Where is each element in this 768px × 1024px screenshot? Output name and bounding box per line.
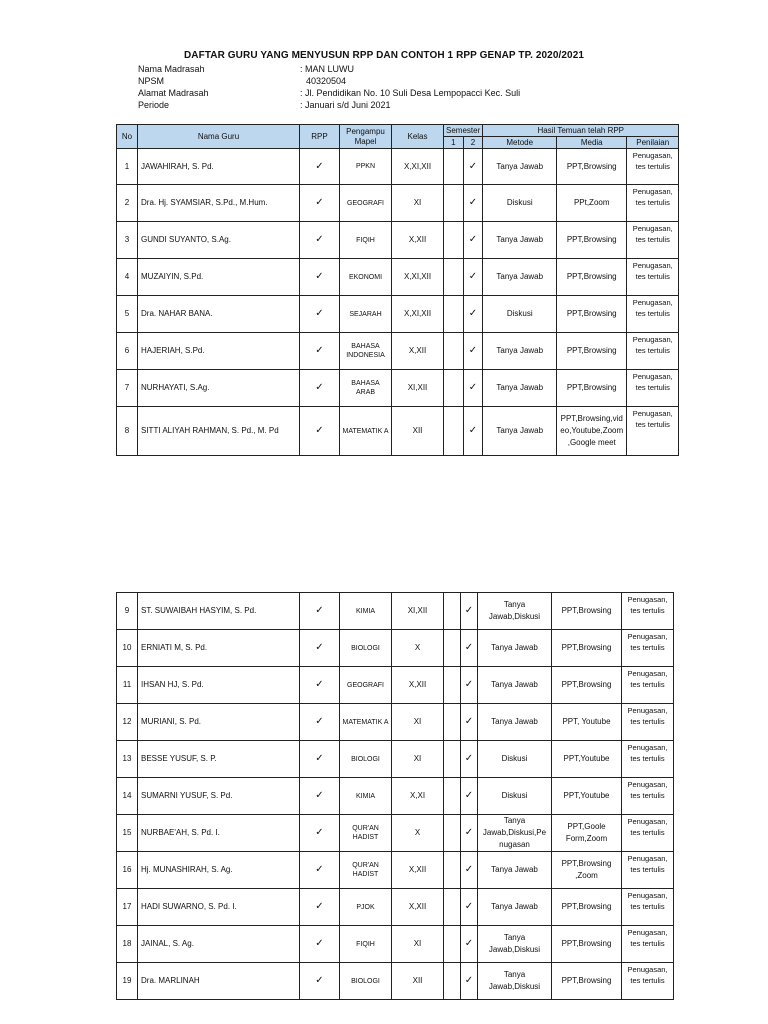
row-kelas: X: [392, 630, 444, 667]
row-kelas: XI,XII: [392, 593, 444, 630]
row-semester-2-check: ✓: [463, 185, 483, 222]
row-metode: Tanya Jawab: [483, 407, 557, 456]
info-value: : Jl. Pendidikan No. 10 Suli Desa Lempopacci Kec. Suli: [300, 88, 521, 98]
row-semester-1: [444, 815, 461, 852]
header-semester-1: 1: [444, 137, 464, 149]
row-mapel: BAHASA ARAB: [340, 370, 392, 407]
row-mapel: PJOK: [340, 889, 392, 926]
row-nama-guru: SUMARNI YUSUF, S. Pd.: [138, 778, 300, 815]
row-rpp-check: ✓: [300, 741, 340, 778]
row-no: 9: [117, 593, 138, 630]
row-rpp-check: ✓: [300, 889, 340, 926]
row-mapel: BIOLOGI: [340, 741, 392, 778]
row-semester-1: [444, 889, 461, 926]
info-label: NPSM: [138, 76, 165, 86]
row-media: PPT,Browsing: [552, 963, 622, 1000]
row-metode: Tanya Jawab: [478, 889, 552, 926]
row-no: 4: [117, 259, 138, 296]
row-nama-guru: Dra. Hj. SYAMSIAR, S.Pd., M.Hum.: [138, 185, 300, 222]
row-semester-2-check: ✓: [463, 333, 483, 370]
info-label: Periode: [138, 100, 170, 110]
row-nama-guru: IHSAN HJ, S. Pd.: [138, 667, 300, 704]
row-kelas: X,XII: [392, 852, 444, 889]
row-media: PPT,Youtube: [552, 741, 622, 778]
row-semester-2-check: ✓: [463, 149, 483, 185]
row-nama-guru: SITTI ALIYAH RAHMAN, S. Pd., M. Pd: [138, 407, 300, 456]
row-nama-guru: NURBAE'AH, S. Pd. I.: [138, 815, 300, 852]
row-semester-1: [444, 741, 461, 778]
row-penilaian: Penugasan, tes tertulis: [622, 926, 674, 963]
header-nama-guru: Nama Guru: [138, 125, 300, 149]
row-mapel: MATEMATIK A: [340, 704, 392, 741]
header-no: No: [117, 125, 138, 149]
info-value: : MAN LUWU: [300, 64, 354, 74]
row-media: PPT,Goole Form,Zoom: [552, 815, 622, 852]
row-semester-1: [444, 704, 461, 741]
row-no: 3: [117, 222, 138, 259]
row-kelas: X,XII: [392, 222, 444, 259]
row-semester-2-check: ✓: [461, 889, 478, 926]
row-metode: Tanya Jawab: [478, 667, 552, 704]
row-penilaian: Penugasan, tes tertulis: [622, 963, 674, 1000]
header-semester-2: 2: [463, 137, 483, 149]
row-semester-2-check: ✓: [463, 370, 483, 407]
row-nama-guru: Hj. MUNASHIRAH, S. Ag.: [138, 852, 300, 889]
row-nama-guru: BESSE YUSUF, S. P.: [138, 741, 300, 778]
row-nama-guru: Dra. NAHAR BANA.: [138, 296, 300, 333]
row-mapel: GEOGRAFI: [340, 667, 392, 704]
row-rpp-check: ✓: [300, 778, 340, 815]
row-rpp-check: ✓: [300, 407, 340, 456]
info-row-alamat: [138, 87, 520, 99]
row-nama-guru: JAINAL, S. Ag.: [138, 926, 300, 963]
row-rpp-check: ✓: [300, 926, 340, 963]
row-penilaian: Penugasan, tes tertulis: [627, 296, 679, 333]
row-no: 2: [117, 185, 138, 222]
table-row: [117, 667, 674, 704]
row-no: 14: [117, 778, 138, 815]
row-no: 1: [117, 149, 138, 185]
table-row: [117, 926, 674, 963]
row-kelas: XII: [392, 407, 444, 456]
row-nama-guru: GUNDI SUYANTO, S.Ag.: [138, 222, 300, 259]
row-penilaian: Penugasan, tes tertulis: [622, 593, 674, 630]
row-kelas: X,XI: [392, 778, 444, 815]
row-rpp-check: ✓: [300, 963, 340, 1000]
row-semester-2-check: ✓: [461, 667, 478, 704]
row-nama-guru: ERNIATI M, S. Pd.: [138, 630, 300, 667]
header-mapel: Pengampu Mapel: [340, 125, 392, 149]
row-penilaian: Penugasan, tes tertulis: [622, 778, 674, 815]
row-metode: Diskusi: [483, 296, 557, 333]
row-semester-2-check: ✓: [461, 741, 478, 778]
row-semester-2-check: ✓: [461, 704, 478, 741]
table-row: [117, 704, 674, 741]
row-media: PPT,Browsing: [552, 593, 622, 630]
row-metode: Diskusi: [478, 741, 552, 778]
row-mapel: BIOLOGI: [340, 630, 392, 667]
row-rpp-check: ✓: [300, 370, 340, 407]
row-penilaian: Penugasan, tes tertulis: [622, 815, 674, 852]
table-row: [117, 149, 679, 185]
row-semester-1: [444, 185, 464, 222]
table-row: [117, 185, 679, 222]
row-semester-1: [444, 333, 464, 370]
table-row: [117, 815, 674, 852]
row-rpp-check: ✓: [300, 630, 340, 667]
row-rpp-check: ✓: [300, 593, 340, 630]
row-penilaian: Penugasan, tes tertulis: [622, 852, 674, 889]
table-row: [117, 630, 674, 667]
row-mapel: FIQIH: [340, 926, 392, 963]
table-row: [117, 593, 674, 630]
row-rpp-check: ✓: [300, 296, 340, 333]
row-no: 19: [117, 963, 138, 1000]
info-value: 40320504: [306, 76, 347, 86]
row-mapel: BIOLOGI: [340, 963, 392, 1000]
row-penilaian: Penugasan, tes tertulis: [627, 370, 679, 407]
row-metode: Tanya Jawab: [483, 222, 557, 259]
table-row: [117, 741, 674, 778]
teacher-table-page-2: [116, 592, 674, 1000]
row-metode: Tanya Jawab: [483, 333, 557, 370]
row-rpp-check: ✓: [300, 667, 340, 704]
row-kelas: XII: [392, 963, 444, 1000]
row-nama-guru: ST. SUWAIBAH HASYIM, S. Pd.: [138, 593, 300, 630]
row-nama-guru: HAJERIAH, S.Pd.: [138, 333, 300, 370]
table-row: [117, 370, 679, 407]
row-semester-2-check: ✓: [463, 407, 483, 456]
row-penilaian: Penugasan, tes tertulis: [622, 889, 674, 926]
row-semester-2-check: ✓: [463, 296, 483, 333]
row-kelas: XI: [392, 741, 444, 778]
row-kelas: XI,XII: [392, 370, 444, 407]
header-hasil-temuan: Hasil Temuan telah RPP: [483, 125, 679, 137]
table-row: [117, 407, 679, 456]
row-media: PPT,Browsing: [552, 889, 622, 926]
row-no: 8: [117, 407, 138, 456]
row-penilaian: Penugasan, tes tertulis: [622, 667, 674, 704]
header-metode: Metode: [483, 137, 557, 149]
table-row: [117, 889, 674, 926]
row-semester-1: [444, 222, 464, 259]
row-semester-2-check: ✓: [461, 926, 478, 963]
row-semester-1: [444, 667, 461, 704]
row-no: 11: [117, 667, 138, 704]
row-media: PPt,Zoom: [557, 185, 627, 222]
row-mapel: KIMIA: [340, 593, 392, 630]
row-rpp-check: ✓: [300, 333, 340, 370]
row-kelas: X,XI,XII: [392, 149, 444, 185]
table-row: [117, 296, 679, 333]
row-kelas: X,XI,XII: [392, 296, 444, 333]
row-kelas: XI: [392, 185, 444, 222]
row-media: PPT,Browsing: [557, 149, 627, 185]
row-kelas: X,XI,XII: [392, 259, 444, 296]
row-kelas: X: [392, 815, 444, 852]
row-no: 10: [117, 630, 138, 667]
row-no: 6: [117, 333, 138, 370]
row-nama-guru: MUZAIYIN, S.Pd.: [138, 259, 300, 296]
row-semester-1: [444, 852, 461, 889]
row-media: PPT,Youtube: [552, 778, 622, 815]
row-semester-2-check: ✓: [461, 778, 478, 815]
row-metode: Tanya Jawab,Diskusi: [478, 926, 552, 963]
row-mapel: BAHASA INDONESIA: [340, 333, 392, 370]
row-mapel: EKONOMI: [340, 259, 392, 296]
row-no: 18: [117, 926, 138, 963]
table-row: [117, 963, 674, 1000]
row-media: PPT,Browsing: [557, 296, 627, 333]
row-mapel: MATEMATIK A: [340, 407, 392, 456]
school-info: [138, 63, 520, 111]
teacher-table-page-1: [116, 124, 679, 456]
row-semester-1: [444, 370, 464, 407]
row-metode: Tanya Jawab: [478, 852, 552, 889]
row-nama-guru: JAWAHIRAH, S. Pd.: [138, 149, 300, 185]
info-label: Nama Madrasah: [138, 64, 205, 74]
row-metode: Tanya Jawab,Diskusi,Pe nugasan: [478, 815, 552, 852]
info-label: Alamat Madrasah: [138, 88, 209, 98]
row-penilaian: Penugasan, tes tertulis: [627, 407, 679, 456]
header-penilaian: Penilaian: [627, 137, 679, 149]
row-mapel: PPKN: [340, 149, 392, 185]
row-semester-2-check: ✓: [461, 630, 478, 667]
row-rpp-check: ✓: [300, 185, 340, 222]
header-rpp: RPP: [300, 125, 340, 149]
row-semester-2-check: ✓: [463, 222, 483, 259]
row-metode: Tanya Jawab: [478, 630, 552, 667]
row-semester-1: [444, 778, 461, 815]
row-semester-2-check: ✓: [461, 815, 478, 852]
row-no: 15: [117, 815, 138, 852]
row-metode: Tanya Jawab: [478, 704, 552, 741]
row-penilaian: Penugasan, tes tertulis: [627, 185, 679, 222]
header-media: Media: [557, 137, 627, 149]
row-mapel: QUR'AN HADIST: [340, 815, 392, 852]
row-nama-guru: MURIANI, S. Pd.: [138, 704, 300, 741]
table-row: [117, 259, 679, 296]
row-no: 16: [117, 852, 138, 889]
row-nama-guru: NURHAYATI, S.Ag.: [138, 370, 300, 407]
header-kelas: Kelas: [392, 125, 444, 149]
row-penilaian: Penugasan, tes tertulis: [627, 333, 679, 370]
row-semester-1: [444, 963, 461, 1000]
row-semester-1: [444, 296, 464, 333]
row-metode: Diskusi: [483, 185, 557, 222]
row-kelas: XI: [392, 926, 444, 963]
row-semester-1: [444, 630, 461, 667]
table-row: [117, 778, 674, 815]
row-metode: Tanya Jawab: [483, 370, 557, 407]
row-kelas: XI: [392, 704, 444, 741]
table-row: [117, 222, 679, 259]
row-metode: Tanya Jawab: [483, 149, 557, 185]
row-media: PPT,Browsing ,Zoom: [552, 852, 622, 889]
row-media: PPT,Browsing: [557, 222, 627, 259]
row-media: PPT,Browsing: [557, 333, 627, 370]
row-media: PPT,Browsing: [557, 259, 627, 296]
row-rpp-check: ✓: [300, 815, 340, 852]
row-metode: Diskusi: [478, 778, 552, 815]
row-semester-2-check: ✓: [461, 963, 478, 1000]
row-no: 5: [117, 296, 138, 333]
header-semester: Semester: [444, 125, 483, 137]
row-no: 7: [117, 370, 138, 407]
row-media: PPT,Browsing: [557, 370, 627, 407]
row-penilaian: Penugasan, tes tertulis: [627, 259, 679, 296]
row-semester-1: [444, 593, 461, 630]
row-nama-guru: Dra. MARLINAH: [138, 963, 300, 1000]
row-semester-1: [444, 407, 464, 456]
row-mapel: QUR'AN HADIST: [340, 852, 392, 889]
row-semester-1: [444, 149, 464, 185]
row-kelas: X,XII: [392, 889, 444, 926]
row-penilaian: Penugasan, tes tertulis: [622, 630, 674, 667]
info-row-periode: [138, 99, 520, 111]
row-no: 13: [117, 741, 138, 778]
row-semester-2-check: ✓: [461, 593, 478, 630]
table-row: [117, 852, 674, 889]
row-penilaian: Penugasan, tes tertulis: [622, 704, 674, 741]
table-body-page-2: [117, 593, 674, 1000]
row-media: PPT,Browsing: [552, 926, 622, 963]
info-value: : Januari s/d Juni 2021: [300, 100, 391, 110]
row-nama-guru: HADI SUWARNO, S. Pd. I.: [138, 889, 300, 926]
document-title: DAFTAR GURU YANG MENYUSUN RPP DAN CONTOH 1 RPP GENAP TP. 2020/2021: [183, 50, 585, 61]
row-semester-2-check: ✓: [463, 259, 483, 296]
row-rpp-check: ✓: [300, 852, 340, 889]
row-penilaian: Penugasan, tes tertulis: [627, 222, 679, 259]
row-semester-1: [444, 926, 461, 963]
row-mapel: KIMIA: [340, 778, 392, 815]
row-media: PPT,Browsing,vid eo,Youtube,Zoom ,Google meet: [557, 407, 627, 456]
row-no: 17: [117, 889, 138, 926]
info-row-npsm: [138, 75, 520, 87]
row-rpp-check: ✓: [300, 259, 340, 296]
row-mapel: FIQIH: [340, 222, 392, 259]
row-media: PPT,Browsing: [552, 630, 622, 667]
row-rpp-check: ✓: [300, 704, 340, 741]
row-metode: Tanya Jawab,Diskusi: [478, 963, 552, 1000]
row-metode: Tanya Jawab,Diskusi: [478, 593, 552, 630]
info-row-madrasah: [138, 63, 520, 75]
row-no: 12: [117, 704, 138, 741]
table-body-page-1: [117, 149, 679, 456]
row-kelas: X,XII: [392, 667, 444, 704]
row-media: PPT,Browsing: [552, 667, 622, 704]
row-penilaian: Penugasan, tes tertulis: [627, 149, 679, 185]
row-rpp-check: ✓: [300, 222, 340, 259]
table-row: [117, 333, 679, 370]
row-mapel: GEOGRAFI: [340, 185, 392, 222]
row-semester-1: [444, 259, 464, 296]
row-kelas: X,XII: [392, 333, 444, 370]
row-mapel: SEJARAH: [340, 296, 392, 333]
row-semester-2-check: ✓: [461, 852, 478, 889]
row-media: PPT, Youtube: [552, 704, 622, 741]
row-penilaian: Penugasan, tes tertulis: [622, 741, 674, 778]
row-rpp-check: ✓: [300, 149, 340, 185]
row-metode: Tanya Jawab: [483, 259, 557, 296]
